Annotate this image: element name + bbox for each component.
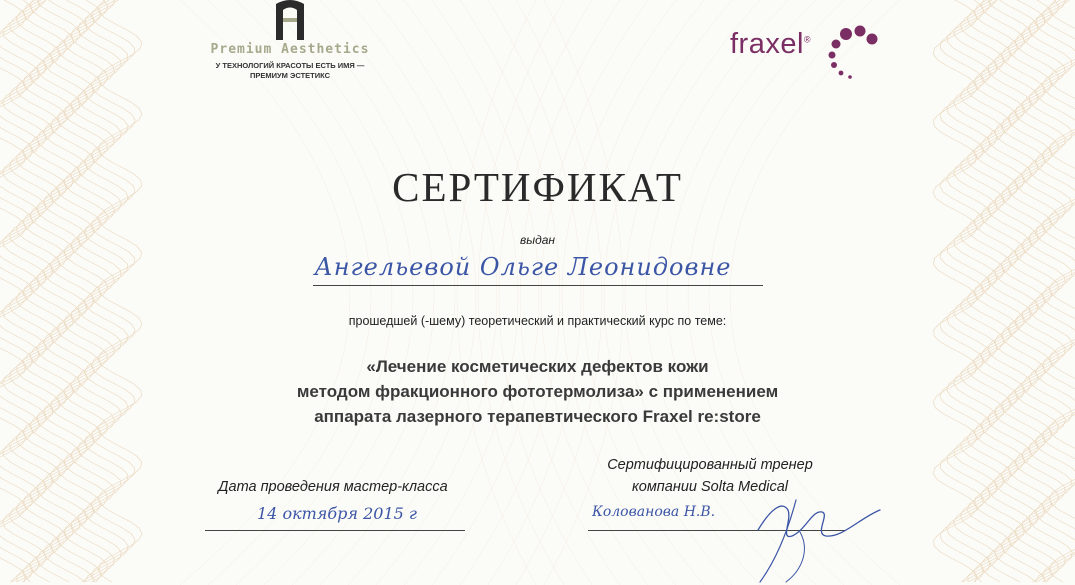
fraxel-logo [730, 22, 900, 82]
issued-label: выдан [519, 233, 555, 247]
date-handwritten: 14 октября 2015 г [257, 504, 417, 523]
trainer-label-line-2: компании Solta Medical [631, 479, 789, 495]
passed-course-text: прошедшей (-шему) теоретический и практический курс по теме: [348, 314, 727, 328]
tagline-line-1: У ТЕХНОЛОГИЙ КРАСОТЫ ЕСТЬ ИМЯ — [215, 61, 365, 70]
date-underline [205, 530, 465, 531]
fraxel-registered-mark: ® [803, 34, 812, 45]
fraxel-word: fraxel [730, 28, 804, 60]
course-line-2: методом фракционного фототермолиза» с применением [296, 382, 779, 401]
course-line-3: аппарата лазерного терапевтического Fraxel re:store [314, 407, 761, 426]
course-title [0, 354, 1075, 429]
trainer-label-line-1: Сертифицированный тренер [607, 457, 813, 473]
course-line-1: «Лечение косметических дефектов кожи [366, 357, 709, 376]
recipient-handwritten: Ангельевой Ольге Леонидовне [314, 253, 732, 281]
premium-aesthetics-tagline [195, 61, 385, 81]
premium-aesthetics-mark-icon [270, 0, 310, 40]
date-label: Дата проведения мастер-класса [218, 479, 448, 495]
trainer-name-handwritten: Колованова Н.В. [592, 504, 716, 520]
certificate-title: СЕРТИФИКАТ [392, 164, 683, 210]
trainer-signature [730, 470, 890, 585]
fraxel-dots-icon [822, 22, 882, 82]
tagline-line-2: ПРЕМИУМ ЭСТЕТИКС [249, 71, 331, 80]
fraxel-wordmark [730, 28, 811, 61]
recipient-underline [313, 285, 763, 286]
premium-aesthetics-name: Premium Aesthetics [210, 42, 370, 57]
premium-aesthetics-logo [195, 0, 385, 81]
